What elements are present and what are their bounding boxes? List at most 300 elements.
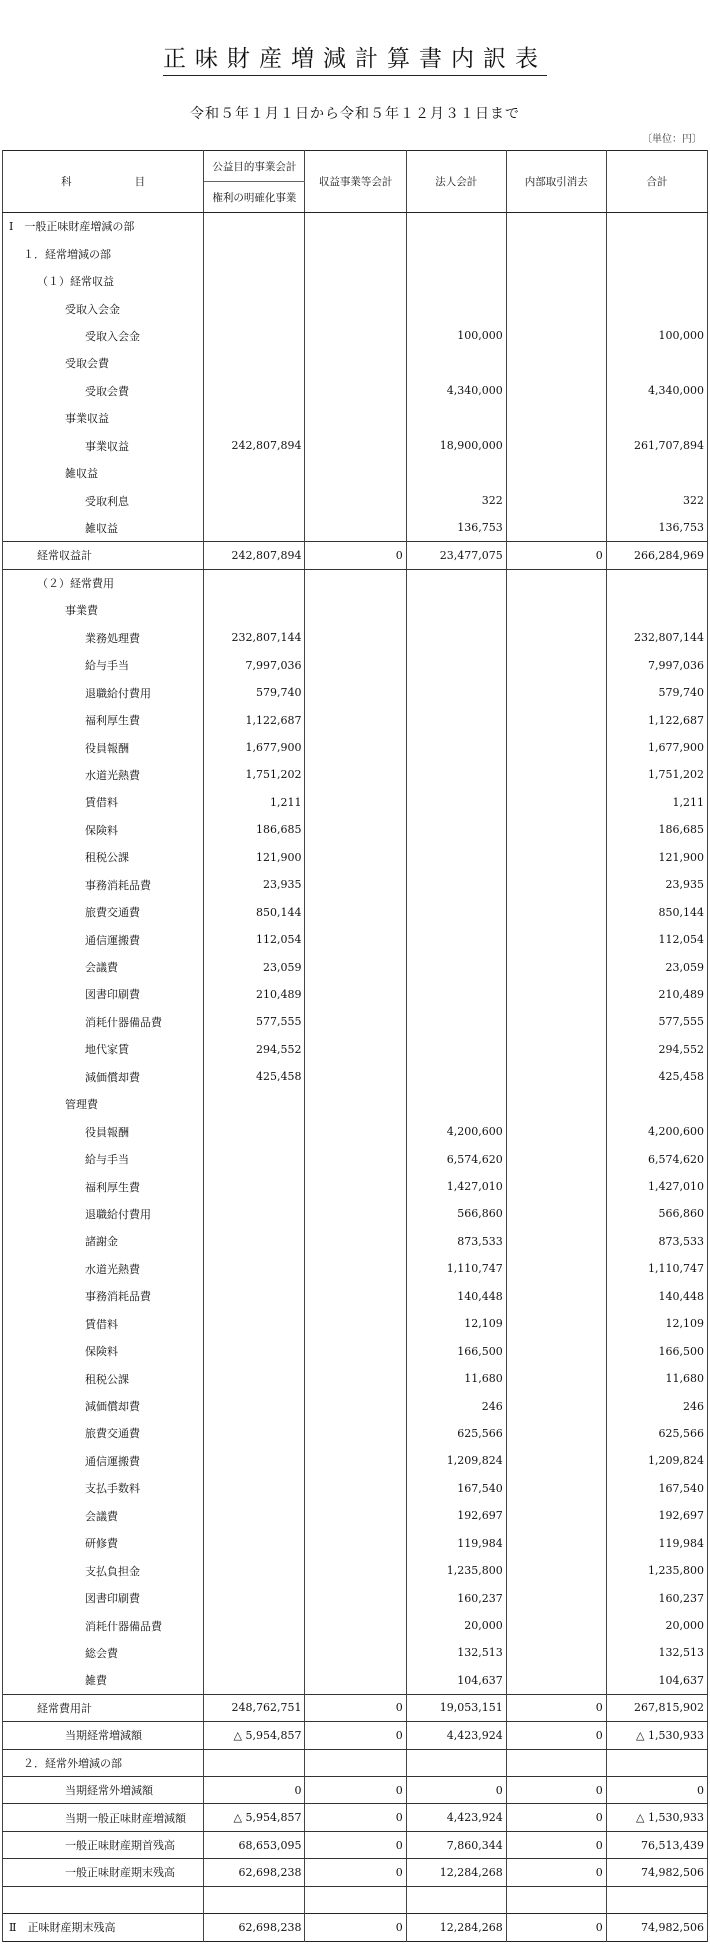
cell-shueki [305, 1886, 406, 1913]
cell-shueki [305, 322, 406, 349]
row-label: 保険料 [3, 1337, 204, 1364]
cell-koeki [204, 405, 305, 432]
cell-koeki [204, 240, 305, 267]
cell-shueki [305, 761, 406, 788]
cell-naibu: 0 [506, 1859, 606, 1886]
cell-hojin [406, 1749, 506, 1776]
row-label: 水道光熱費 [3, 761, 204, 788]
cell-total: 425,458 [606, 1063, 707, 1090]
header-shueki: 収益事業等会計 [305, 151, 406, 213]
row-label: 受取会費 [3, 377, 204, 404]
statement-table [2, 150, 708, 1942]
cell-total: 167,540 [606, 1475, 707, 1502]
table-row [3, 1036, 708, 1063]
cell-naibu: 0 [506, 542, 606, 569]
row-label: 事業費 [3, 597, 204, 624]
cell-koeki [204, 569, 305, 596]
table-body [3, 213, 708, 1942]
cell-koeki [204, 1337, 305, 1364]
cell-total: 100,000 [606, 322, 707, 349]
cell-hojin: 246 [406, 1392, 506, 1419]
cell-koeki: 294,552 [204, 1036, 305, 1063]
cell-total [606, 213, 707, 240]
cell-hojin: 1,209,824 [406, 1447, 506, 1474]
cell-hojin: 12,284,268 [406, 1859, 506, 1886]
table-row [3, 624, 708, 651]
cell-shueki [305, 1502, 406, 1529]
table-row [3, 1776, 708, 1803]
row-label: 当期一般正味財産増減額 [3, 1804, 204, 1831]
cell-koeki [204, 1886, 305, 1913]
cell-koeki: 579,740 [204, 679, 305, 706]
cell-hojin: 4,423,924 [406, 1804, 506, 1831]
row-label: Ⅱ 正味財産期末残高 [3, 1914, 204, 1941]
cell-naibu [506, 926, 606, 953]
cell-total: 246 [606, 1392, 707, 1419]
cell-shueki [305, 1337, 406, 1364]
cell-shueki [305, 350, 406, 377]
cell-total: 294,552 [606, 1036, 707, 1063]
cell-naibu: 0 [506, 1722, 606, 1749]
cell-koeki: 850,144 [204, 898, 305, 925]
row-label: 図書印刷費 [3, 981, 204, 1008]
cell-total: 160,237 [606, 1584, 707, 1611]
cell-koeki [204, 1091, 305, 1118]
table-row [3, 981, 708, 1008]
row-label: 研修費 [3, 1530, 204, 1557]
row-label: 管理費 [3, 1091, 204, 1118]
cell-naibu [506, 1667, 606, 1694]
cell-hojin [406, 1091, 506, 1118]
cell-hojin: 1,235,800 [406, 1557, 506, 1584]
cell-koeki [204, 1118, 305, 1145]
cell-shueki [305, 1310, 406, 1337]
cell-shueki [305, 1283, 406, 1310]
row-label: 業務処理費 [3, 624, 204, 651]
cell-naibu [506, 871, 606, 898]
cell-koeki [204, 1283, 305, 1310]
cell-hojin: 1,427,010 [406, 1173, 506, 1200]
cell-shueki [305, 1475, 406, 1502]
row-label: 事務消耗品費 [3, 871, 204, 898]
row-label: 租税公課 [3, 844, 204, 871]
cell-shueki [305, 1200, 406, 1227]
row-label: 消耗什器備品費 [3, 1008, 204, 1035]
cell-naibu [506, 1392, 606, 1419]
cell-koeki [204, 267, 305, 294]
cell-koeki [204, 1228, 305, 1255]
cell-total: 192,697 [606, 1502, 707, 1529]
cell-naibu [506, 322, 606, 349]
cell-koeki [204, 1557, 305, 1584]
table-row [3, 1063, 708, 1090]
table-row [3, 926, 708, 953]
row-label: 当期経常増減額 [3, 1722, 204, 1749]
cell-total: 136,753 [606, 514, 707, 541]
cell-total: 873,533 [606, 1228, 707, 1255]
cell-total: 210,489 [606, 981, 707, 1008]
cell-total: 0 [606, 1776, 707, 1803]
cell-koeki [204, 350, 305, 377]
cell-naibu [506, 569, 606, 596]
cell-shueki [305, 1639, 406, 1666]
row-label: 会議費 [3, 1502, 204, 1529]
cell-naibu [506, 652, 606, 679]
cell-hojin [406, 981, 506, 1008]
cell-total: 566,860 [606, 1200, 707, 1227]
cell-koeki: 1,751,202 [204, 761, 305, 788]
cell-koeki [204, 1749, 305, 1776]
cell-koeki: 1,677,900 [204, 734, 305, 761]
cell-naibu [506, 377, 606, 404]
cell-naibu [506, 1557, 606, 1584]
cell-koeki: 0 [204, 1776, 305, 1803]
cell-shueki [305, 1173, 406, 1200]
cell-shueki [305, 926, 406, 953]
cell-naibu [506, 624, 606, 651]
cell-hojin [406, 569, 506, 596]
cell-shueki: 0 [305, 1776, 406, 1803]
table-row [3, 1365, 708, 1392]
cell-naibu: 0 [506, 1776, 606, 1803]
cell-koeki [204, 1255, 305, 1282]
cell-koeki: 112,054 [204, 926, 305, 953]
cell-koeki [204, 1392, 305, 1419]
table-row [3, 844, 708, 871]
cell-koeki [204, 1475, 305, 1502]
cell-hojin [406, 1063, 506, 1090]
cell-hojin [406, 926, 506, 953]
cell-naibu [506, 350, 606, 377]
table-row [3, 1804, 708, 1831]
cell-koeki [204, 514, 305, 541]
table-row [3, 1694, 708, 1721]
row-label: 経常収益計 [3, 542, 204, 569]
cell-koeki [204, 1420, 305, 1447]
cell-shueki [305, 1036, 406, 1063]
cell-shueki [305, 1447, 406, 1474]
cell-naibu [506, 295, 606, 322]
cell-hojin: 119,984 [406, 1530, 506, 1557]
cell-shueki [305, 267, 406, 294]
header-koeki-sub: 権利の明確化事業 [204, 182, 305, 213]
row-label: 役員報酬 [3, 1118, 204, 1145]
cell-koeki: 242,807,894 [204, 542, 305, 569]
table-row [3, 1420, 708, 1447]
cell-hojin [406, 844, 506, 871]
row-label: 諸謝金 [3, 1228, 204, 1255]
cell-naibu: 0 [506, 1914, 606, 1941]
cell-koeki [204, 597, 305, 624]
cell-naibu [506, 405, 606, 432]
cell-koeki [204, 1584, 305, 1611]
cell-hojin [406, 405, 506, 432]
cell-naibu [506, 898, 606, 925]
cell-shueki: 0 [305, 1914, 406, 1941]
row-label: 経常費用計 [3, 1694, 204, 1721]
cell-koeki: 23,935 [204, 871, 305, 898]
row-label: 雑費 [3, 1667, 204, 1694]
table-row [3, 1667, 708, 1694]
cell-koeki: 68,653,095 [204, 1831, 305, 1858]
cell-naibu [506, 1283, 606, 1310]
cell-naibu [506, 1749, 606, 1776]
row-label: 通信運搬費 [3, 1447, 204, 1474]
row-label: 旅費交通費 [3, 1420, 204, 1447]
cell-hojin: 6,574,620 [406, 1145, 506, 1172]
cell-total: 140,448 [606, 1283, 707, 1310]
row-label: 図書印刷費 [3, 1584, 204, 1611]
table-row [3, 953, 708, 980]
cell-hojin: 20,000 [406, 1612, 506, 1639]
cell-naibu [506, 1475, 606, 1502]
table-row [3, 1530, 708, 1557]
table-row [3, 734, 708, 761]
cell-hojin: 136,753 [406, 514, 506, 541]
cell-shueki [305, 624, 406, 651]
cell-naibu [506, 459, 606, 486]
table-row [3, 597, 708, 624]
cell-hojin [406, 1008, 506, 1035]
cell-shueki [305, 240, 406, 267]
cell-total: △ 1,530,933 [606, 1804, 707, 1831]
cell-shueki: 0 [305, 1804, 406, 1831]
cell-hojin [406, 898, 506, 925]
row-label: 水道光熱費 [3, 1255, 204, 1282]
cell-naibu [506, 734, 606, 761]
table-row [3, 1639, 708, 1666]
row-label: 賃借料 [3, 1310, 204, 1337]
table-row [3, 295, 708, 322]
cell-hojin [406, 953, 506, 980]
cell-shueki [305, 405, 406, 432]
cell-total: 132,513 [606, 1639, 707, 1666]
cell-hojin: 566,860 [406, 1200, 506, 1227]
row-label: 退職給付費用 [3, 1200, 204, 1227]
cell-naibu [506, 1145, 606, 1172]
table-row [3, 1475, 708, 1502]
cell-hojin: 322 [406, 487, 506, 514]
row-label: 旅費交通費 [3, 898, 204, 925]
unit-label: 〔単位：円〕 [642, 134, 702, 145]
table-row [3, 1091, 708, 1118]
cell-koeki [204, 377, 305, 404]
table-row [3, 652, 708, 679]
cell-hojin [406, 679, 506, 706]
cell-naibu [506, 981, 606, 1008]
row-label: 受取入会金 [3, 295, 204, 322]
table-row [3, 871, 708, 898]
cell-shueki [305, 652, 406, 679]
cell-naibu [506, 844, 606, 871]
header-koeki: 公益目的事業会計 [204, 151, 305, 182]
table-row [3, 1502, 708, 1529]
table-row [3, 1118, 708, 1145]
row-label: 減価償却費 [3, 1063, 204, 1090]
cell-total [606, 267, 707, 294]
cell-naibu [506, 240, 606, 267]
cell-koeki: 121,900 [204, 844, 305, 871]
table-row [3, 1557, 708, 1584]
cell-koeki: △ 5,954,857 [204, 1804, 305, 1831]
table-row [3, 1722, 708, 1749]
cell-naibu [506, 1118, 606, 1145]
table-row [3, 1173, 708, 1200]
table-row [3, 1859, 708, 1886]
cell-total: 186,685 [606, 816, 707, 843]
cell-naibu [506, 761, 606, 788]
cell-koeki: 1,211 [204, 789, 305, 816]
row-label: ２．経常外増減の部 [3, 1749, 204, 1776]
cell-total: 1,209,824 [606, 1447, 707, 1474]
cell-hojin [406, 706, 506, 733]
cell-koeki: 7,997,036 [204, 652, 305, 679]
cell-shueki [305, 459, 406, 486]
cell-naibu [506, 1036, 606, 1063]
cell-hojin: 4,423,924 [406, 1722, 506, 1749]
cell-total [606, 295, 707, 322]
cell-shueki: 0 [305, 1859, 406, 1886]
table-row [3, 1145, 708, 1172]
row-label: Ⅰ 一般正味財産増減の部 [3, 213, 204, 240]
row-label: 総会費 [3, 1639, 204, 1666]
cell-koeki: 23,059 [204, 953, 305, 980]
row-label: 受取会費 [3, 350, 204, 377]
cell-naibu [506, 267, 606, 294]
header-subject: 科 目 [3, 151, 204, 213]
table-row [3, 1228, 708, 1255]
table-row [3, 350, 708, 377]
cell-hojin: 1,110,747 [406, 1255, 506, 1282]
cell-hojin: 19,053,151 [406, 1694, 506, 1721]
table-row [3, 1447, 708, 1474]
cell-naibu [506, 1255, 606, 1282]
cell-total [606, 350, 707, 377]
table-header [3, 151, 708, 213]
row-label: 給与手当 [3, 652, 204, 679]
cell-shueki: 0 [305, 1722, 406, 1749]
table-row [3, 1200, 708, 1227]
row-label: 減価償却費 [3, 1392, 204, 1419]
cell-shueki [305, 706, 406, 733]
table-row [3, 1337, 708, 1364]
cell-total: 20,000 [606, 1612, 707, 1639]
row-label: 福利厚生費 [3, 1173, 204, 1200]
cell-shueki [305, 1145, 406, 1172]
cell-shueki [305, 1091, 406, 1118]
table-row [3, 1886, 708, 1913]
cell-naibu [506, 789, 606, 816]
cell-koeki: △ 5,954,857 [204, 1722, 305, 1749]
row-label: 当期経常外増減額 [3, 1776, 204, 1803]
cell-total: 1,122,687 [606, 706, 707, 733]
cell-koeki: 577,555 [204, 1008, 305, 1035]
row-label: 一般正味財産期首残高 [3, 1831, 204, 1858]
table-row [3, 240, 708, 267]
table-row [3, 432, 708, 459]
cell-koeki [204, 1365, 305, 1392]
cell-total: △ 1,530,933 [606, 1722, 707, 1749]
cell-hojin [406, 459, 506, 486]
cell-shueki [305, 1228, 406, 1255]
cell-koeki: 186,685 [204, 816, 305, 843]
cell-koeki [204, 487, 305, 514]
cell-koeki [204, 322, 305, 349]
cell-shueki: 0 [305, 542, 406, 569]
cell-total: 23,935 [606, 871, 707, 898]
cell-shueki [305, 1612, 406, 1639]
cell-naibu [506, 953, 606, 980]
cell-shueki [305, 871, 406, 898]
cell-total: 166,500 [606, 1337, 707, 1364]
row-label: 通信運搬費 [3, 926, 204, 953]
cell-shueki [305, 1063, 406, 1090]
cell-hojin: 167,540 [406, 1475, 506, 1502]
cell-naibu [506, 1447, 606, 1474]
table-row [3, 542, 708, 569]
cell-hojin [406, 350, 506, 377]
cell-total: 4,340,000 [606, 377, 707, 404]
table-row [3, 1008, 708, 1035]
cell-hojin [406, 816, 506, 843]
cell-koeki [204, 1612, 305, 1639]
cell-shueki [305, 1749, 406, 1776]
cell-total [606, 405, 707, 432]
cell-hojin [406, 652, 506, 679]
cell-total: 121,900 [606, 844, 707, 871]
cell-hojin: 11,680 [406, 1365, 506, 1392]
cell-naibu [506, 706, 606, 733]
table-row [3, 459, 708, 486]
cell-hojin: 625,566 [406, 1420, 506, 1447]
cell-naibu [506, 432, 606, 459]
cell-total [606, 1091, 707, 1118]
cell-naibu: 0 [506, 1804, 606, 1831]
cell-koeki [204, 459, 305, 486]
cell-total: 1,235,800 [606, 1557, 707, 1584]
cell-total: 104,637 [606, 1667, 707, 1694]
cell-total: 625,566 [606, 1420, 707, 1447]
table-row [3, 514, 708, 541]
cell-shueki [305, 844, 406, 871]
table-row [3, 322, 708, 349]
row-label: 役員報酬 [3, 734, 204, 761]
table-row [3, 1831, 708, 1858]
table-row [3, 1749, 708, 1776]
cell-total: 112,054 [606, 926, 707, 953]
table-row [3, 1255, 708, 1282]
cell-naibu [506, 816, 606, 843]
cell-naibu [506, 487, 606, 514]
row-label [3, 1886, 204, 1913]
cell-total [606, 569, 707, 596]
row-label: 退職給付費用 [3, 679, 204, 706]
cell-total: 1,110,747 [606, 1255, 707, 1282]
table-row [3, 1283, 708, 1310]
cell-naibu [506, 213, 606, 240]
cell-total [606, 459, 707, 486]
cell-hojin [406, 761, 506, 788]
cell-total: 579,740 [606, 679, 707, 706]
table-row [3, 789, 708, 816]
cell-shueki [305, 432, 406, 459]
cell-hojin: 18,900,000 [406, 432, 506, 459]
cell-total: 12,109 [606, 1310, 707, 1337]
cell-total: 1,751,202 [606, 761, 707, 788]
cell-naibu [506, 1612, 606, 1639]
title-text: 正味財産増減計算書内訳表 [163, 46, 547, 76]
row-label: 雑収益 [3, 459, 204, 486]
